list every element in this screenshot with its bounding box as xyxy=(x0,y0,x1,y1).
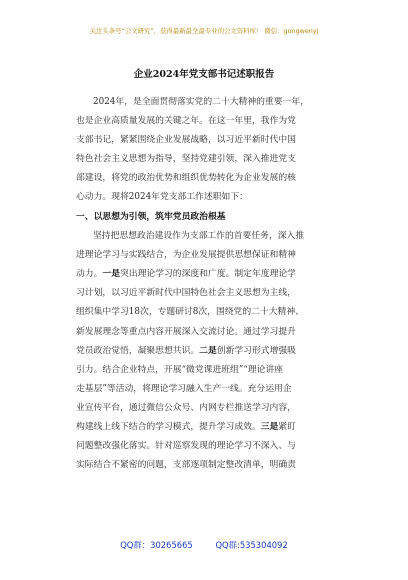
intro-line: 特色社会主义思想为指导，坚持党建引领，深入推进党支 xyxy=(76,154,296,165)
line-text: 习计划，以习近平新时代中国特色社会主义思想为主线， xyxy=(76,288,296,299)
intro-line: 支部书记，紧紧围绕企业发展战略，以习近平新时代中国 xyxy=(76,135,296,146)
line-text: 突出理论学习的深度和广度。制定年度理论学 xyxy=(120,269,296,280)
line-text: 引力。结合企业特点，开展“微党课进班组”“理论讲座 xyxy=(76,364,284,375)
section-line xyxy=(76,380,342,399)
section-line xyxy=(76,227,342,246)
line-text: 新发展理念等重点内容开展深入交流讨论。通过学习提升 xyxy=(76,326,296,337)
bold-marker: 一是 xyxy=(102,269,121,280)
section-line xyxy=(76,284,342,303)
section-line xyxy=(76,303,342,322)
header-notice: 关注头条号“公文研究”，获得最新最全最专业的公文资料库！ 微信：gongwenyj xyxy=(89,27,319,35)
section-line xyxy=(76,456,342,475)
line-text: 坚持把思想政治建设作为支部工作的首要任务，深入推 xyxy=(93,231,305,242)
intro-line: 心动力。现将2024年党支部工作述职如下： xyxy=(76,192,248,203)
section-1 xyxy=(76,208,342,475)
section-line xyxy=(76,418,342,437)
line-text: 问题整改强化落实。针对巡察发现的理论学习不深入、与 xyxy=(76,441,296,452)
line-text: 动力。 xyxy=(76,269,103,280)
section-line xyxy=(76,246,342,265)
line-text: 走基层”等活动，将理论学习融入生产一线。充分运用企 xyxy=(76,383,292,394)
footer-contact xyxy=(0,539,408,551)
line-text: 进理论学习与实践结合，为企业发展提供思想保证和精神 xyxy=(76,250,296,261)
intro-line: 2024年，是全面贯彻落实党的二十大精神的重要一年， xyxy=(93,97,309,107)
line-text: 紧盯 xyxy=(278,422,296,433)
qq-group-2: QQ群:535304092 xyxy=(215,540,288,550)
line-text: 业宣传平台，通过微信公众号、内网专栏推送学习内容， xyxy=(76,402,296,413)
section-line xyxy=(76,265,342,284)
line-text: 党员政治觉悟，凝聚思想共识。 xyxy=(76,345,200,356)
intro-line: 部建设，将党的政治优势和组织优势转化为企业发展的核 xyxy=(76,173,296,184)
intro-paragraph xyxy=(76,93,342,208)
document-title: 企业2024年党支部书记述职报告 xyxy=(133,69,275,80)
section-line xyxy=(76,437,342,456)
section-line xyxy=(76,342,342,361)
section-line xyxy=(76,399,342,418)
bold-marker: 二是 xyxy=(199,345,217,356)
section-heading: 一、以思想为引领，筑牢党员政治根基 xyxy=(76,212,226,222)
line-text: 组织集中学习18次，专题研讨8次，围绕党的二十大精神、 xyxy=(76,307,304,318)
line-text: 构建线上线下结合的学习模式，提升学习成效。 xyxy=(76,422,261,433)
qq-group-1: QQ群：30265665 xyxy=(120,540,193,550)
section-line xyxy=(76,323,342,342)
bold-marker: 三是 xyxy=(260,422,279,433)
line-text: 实际结合不紧密的问题，支部逐项制定整改清单，明确责 xyxy=(76,460,296,471)
line-text: 创新学习形式增强吸 xyxy=(216,345,296,356)
section-line xyxy=(76,361,342,380)
intro-line: 也是企业高质量发展的关键之年。在这一年里，我作为党 xyxy=(76,116,296,127)
